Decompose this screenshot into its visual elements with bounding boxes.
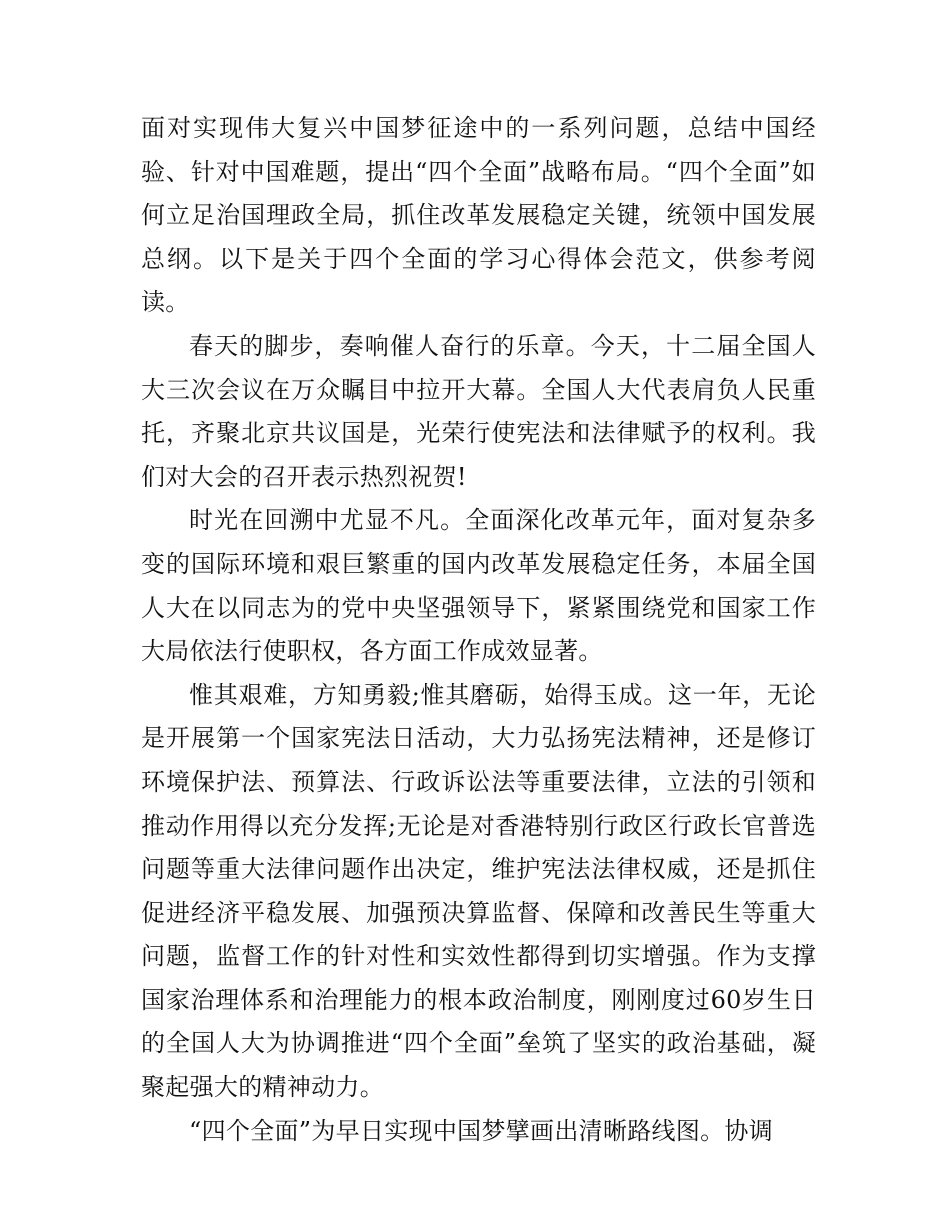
paragraph-intro: 面对实现伟大复兴中国梦征途中的一系列问题，总结中国经验、针对中国难题，提出“四个全面”战略布局。“四个全面”如何立足治国理政全局，抓住改革发展稳定关键，统领中国发展总纲。以下是关于四个全面的学习心得体会范文，供参考阅读。: [141, 114, 816, 317]
document-body: [141, 107, 816, 1153]
paragraph-spring: 春天的脚步，奏响催人奋行的乐章。今天，十二届全国人大三次会议在万众瞩目中拉开大幕。全国人大代表肩负人民重托，齐聚北京共议国是，光荣行使宪法和法律赋予的权利。我们对大会的召开表示热烈祝贺!: [141, 331, 816, 491]
paragraph-reform-year: 时光在回溯中尤显不凡。全面深化改革元年，面对复杂多变的国际环境和艰巨繁重的国内改革发展稳定任务，本届全国人大在以同志为的党中央坚强领导下，紧紧围绕党和国家工作大局依法行使职权，各方面工作成效显著。: [141, 506, 816, 666]
paragraph-achievements: 惟其艰难，方知勇毅;惟其磨砺，始得玉成。这一年，无论是开展第一个国家宪法日活动，大力弘扬宪法精神，还是修订环境保护法、预算法、行政诉讼法等重要法律，立法的引领和推动作用得以充分发挥;无论是对香港特别行政区行政长官普选问题等重大法律问题作出决定，维护宪法法律权威，还是抓住促进经济平稳发展、加强预决算监督、保障和改善民生等重大问题，监督工作的针对性和实效性都得到切实增强。作为支撑国家治理体系和治理能力的根本政治制度，刚刚度过60岁生日的全国人大为协调推进“四个全面”垒筑了坚实的政治基础，凝聚起强大的精神动力。: [141, 680, 816, 1102]
paragraph-roadmap: “四个全面”为早日实现中国梦擘画出清晰路线图。协调: [189, 1116, 774, 1145]
